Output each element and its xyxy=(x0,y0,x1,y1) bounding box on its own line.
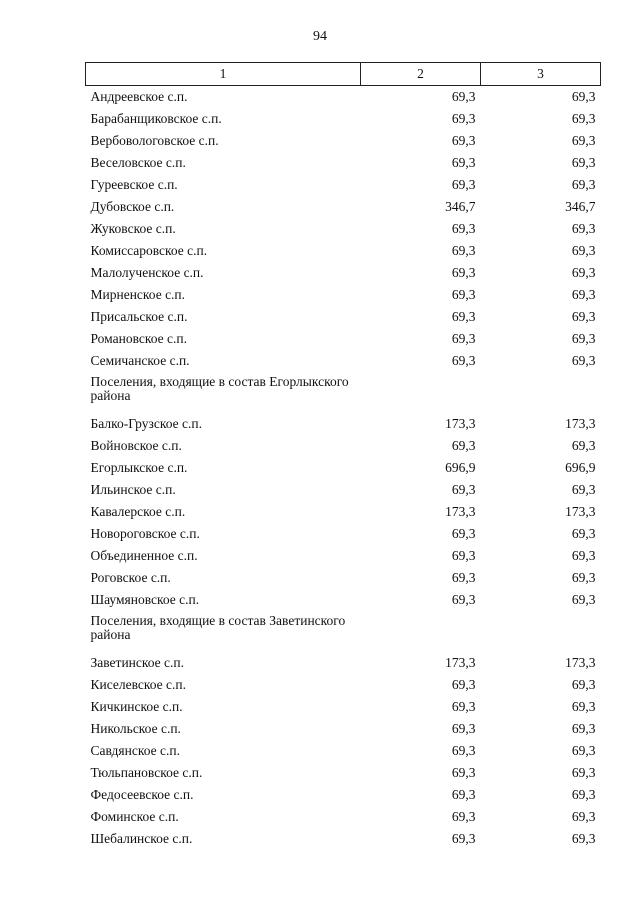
settlement-name: Шебалинское с.п. xyxy=(90,831,193,846)
value-col-3: 69,3 xyxy=(571,111,596,126)
table-row xyxy=(86,108,601,130)
settlement-name: Жуковское с.п. xyxy=(90,221,176,236)
table-row xyxy=(86,501,601,523)
settlement-name: Фоминское с.п. xyxy=(90,809,179,824)
table-row xyxy=(86,652,601,674)
value-col-2: 173,3 xyxy=(445,504,476,519)
table-row xyxy=(86,523,601,545)
settlement-name: Федосеевское с.п. xyxy=(90,787,194,802)
value-col-3: 69,3 xyxy=(571,787,596,802)
table-row xyxy=(86,152,601,174)
table-row xyxy=(86,284,601,306)
value-col-3: 173,3 xyxy=(565,504,596,519)
value-col-2: 69,3 xyxy=(451,482,476,497)
group-heading: Поселения, входящие в состав Заветинского района xyxy=(90,613,346,642)
value-col-3: 69,3 xyxy=(571,287,596,302)
header-col-3: 3 xyxy=(481,63,601,86)
value-col-3: 69,3 xyxy=(571,831,596,846)
table-row xyxy=(86,457,601,479)
table-row xyxy=(86,218,601,240)
value-col-2: 69,3 xyxy=(451,89,476,104)
header-col-2: 2 xyxy=(361,63,481,86)
value-col-2: 69,3 xyxy=(451,721,476,736)
settlement-name: Семичанское с.п. xyxy=(90,353,190,368)
value-col-2: 69,3 xyxy=(451,243,476,258)
header-col-1: 1 xyxy=(86,63,361,86)
settlement-name: Андреевское с.п. xyxy=(90,89,188,104)
value-col-2: 346,7 xyxy=(445,199,476,214)
table-row xyxy=(86,174,601,196)
table-body xyxy=(86,86,601,851)
table-row xyxy=(86,762,601,784)
value-col-2: 69,3 xyxy=(451,743,476,758)
table-row xyxy=(86,350,601,372)
allocation-table xyxy=(85,62,601,850)
value-col-2: 69,3 xyxy=(451,809,476,824)
value-col-3: 69,3 xyxy=(571,243,596,258)
table-row xyxy=(86,784,601,806)
value-col-3: 69,3 xyxy=(571,177,596,192)
value-col-3: 69,3 xyxy=(571,89,596,104)
value-col-3: 69,3 xyxy=(571,699,596,714)
page-number: 94 xyxy=(313,29,327,44)
settlement-name: Савдянское с.п. xyxy=(90,743,180,758)
table-row xyxy=(86,740,601,762)
value-col-3: 69,3 xyxy=(571,677,596,692)
value-col-3: 69,3 xyxy=(571,482,596,497)
value-col-3: 69,3 xyxy=(571,809,596,824)
empty-cell xyxy=(481,372,601,413)
settlement-name: Шаумяновское с.п. xyxy=(90,592,200,607)
settlement-name: Балко-Грузское с.п. xyxy=(90,416,202,431)
table-row xyxy=(86,262,601,284)
group-heading-row xyxy=(86,372,601,413)
value-col-2: 69,3 xyxy=(451,592,476,607)
settlement-name: Ильинское с.п. xyxy=(90,482,176,497)
value-col-2: 69,3 xyxy=(451,221,476,236)
value-col-3: 69,3 xyxy=(571,438,596,453)
settlement-name: Объединенное с.п. xyxy=(90,548,198,563)
table-row xyxy=(86,674,601,696)
value-col-3: 69,3 xyxy=(571,721,596,736)
value-col-2: 69,3 xyxy=(451,570,476,585)
value-col-3: 69,3 xyxy=(571,221,596,236)
settlement-name: Веселовское с.п. xyxy=(90,155,186,170)
table-row xyxy=(86,435,601,457)
settlement-name: Вербовологовское с.п. xyxy=(90,133,219,148)
value-col-2: 69,3 xyxy=(451,177,476,192)
group-heading-row xyxy=(86,611,601,652)
settlement-name: Никольское с.п. xyxy=(90,721,181,736)
value-col-3: 69,3 xyxy=(571,592,596,607)
table-row xyxy=(86,86,601,109)
value-col-2: 69,3 xyxy=(451,155,476,170)
value-col-2: 69,3 xyxy=(451,765,476,780)
settlement-name: Барабанщиковское с.п. xyxy=(90,111,222,126)
value-col-3: 69,3 xyxy=(571,309,596,324)
settlement-name: Войновское с.п. xyxy=(90,438,182,453)
value-col-3: 69,3 xyxy=(571,353,596,368)
empty-cell xyxy=(361,372,481,413)
value-col-2: 173,3 xyxy=(445,416,476,431)
value-col-3: 69,3 xyxy=(571,133,596,148)
value-col-3: 173,3 xyxy=(565,416,596,431)
value-col-2: 69,3 xyxy=(451,331,476,346)
settlement-name: Киселевское с.п. xyxy=(90,677,187,692)
settlement-name: Новороговское с.п. xyxy=(90,526,200,541)
settlement-name: Гуреевское с.п. xyxy=(90,177,178,192)
value-col-2: 69,3 xyxy=(451,699,476,714)
value-col-2: 69,3 xyxy=(451,353,476,368)
value-col-3: 69,3 xyxy=(571,331,596,346)
value-col-2: 69,3 xyxy=(451,787,476,802)
settlement-name: Романовское с.п. xyxy=(90,331,187,346)
value-col-2: 69,3 xyxy=(451,287,476,302)
value-col-2: 173,3 xyxy=(445,655,476,670)
table-row xyxy=(86,306,601,328)
value-col-3: 173,3 xyxy=(565,655,596,670)
value-col-3: 69,3 xyxy=(571,548,596,563)
value-col-2: 69,3 xyxy=(451,133,476,148)
value-col-3: 346,7 xyxy=(565,199,596,214)
table-row xyxy=(86,696,601,718)
value-col-2: 69,3 xyxy=(451,548,476,563)
table-row xyxy=(86,567,601,589)
settlement-name: Роговское с.п. xyxy=(90,570,171,585)
value-col-3: 69,3 xyxy=(571,526,596,541)
value-col-3: 69,3 xyxy=(571,743,596,758)
value-col-3: 69,3 xyxy=(571,570,596,585)
table-row xyxy=(86,806,601,828)
settlement-name: Дубовское с.п. xyxy=(90,199,175,214)
settlement-name: Тюльпановское с.п. xyxy=(90,765,203,780)
value-col-2: 696,9 xyxy=(445,460,476,475)
header-row xyxy=(86,63,601,86)
settlement-name: Егорлыкское с.п. xyxy=(90,460,188,475)
table-row xyxy=(86,589,601,611)
value-col-3: 696,9 xyxy=(565,460,596,475)
settlement-name: Мирненское с.п. xyxy=(90,287,186,302)
value-col-3: 69,3 xyxy=(571,265,596,280)
value-col-2: 69,3 xyxy=(451,111,476,126)
settlement-name: Присальское с.п. xyxy=(90,309,188,324)
value-col-3: 69,3 xyxy=(571,155,596,170)
value-col-3: 69,3 xyxy=(571,765,596,780)
table-row xyxy=(86,718,601,740)
group-heading: Поселения, входящие в состав Егорлыкского района xyxy=(90,374,349,403)
table-row xyxy=(86,240,601,262)
value-col-2: 69,3 xyxy=(451,438,476,453)
settlement-name: Кичкинское с.п. xyxy=(90,699,183,714)
table-row xyxy=(86,130,601,152)
table-row xyxy=(86,413,601,435)
settlement-name: Комиссаровское с.п. xyxy=(90,243,208,258)
value-col-2: 69,3 xyxy=(451,265,476,280)
empty-cell xyxy=(481,611,601,652)
value-col-2: 69,3 xyxy=(451,831,476,846)
table-row xyxy=(86,196,601,218)
table-row xyxy=(86,328,601,350)
table-row xyxy=(86,545,601,567)
value-col-2: 69,3 xyxy=(451,309,476,324)
settlement-name: Кавалерское с.п. xyxy=(90,504,186,519)
table-header xyxy=(86,63,601,86)
value-col-2: 69,3 xyxy=(451,677,476,692)
settlement-name: Малолученское с.п. xyxy=(90,265,204,280)
table-row xyxy=(86,828,601,850)
settlement-name: Заветинское с.п. xyxy=(90,655,185,670)
value-col-2: 69,3 xyxy=(451,526,476,541)
table-row xyxy=(86,479,601,501)
empty-cell xyxy=(361,611,481,652)
